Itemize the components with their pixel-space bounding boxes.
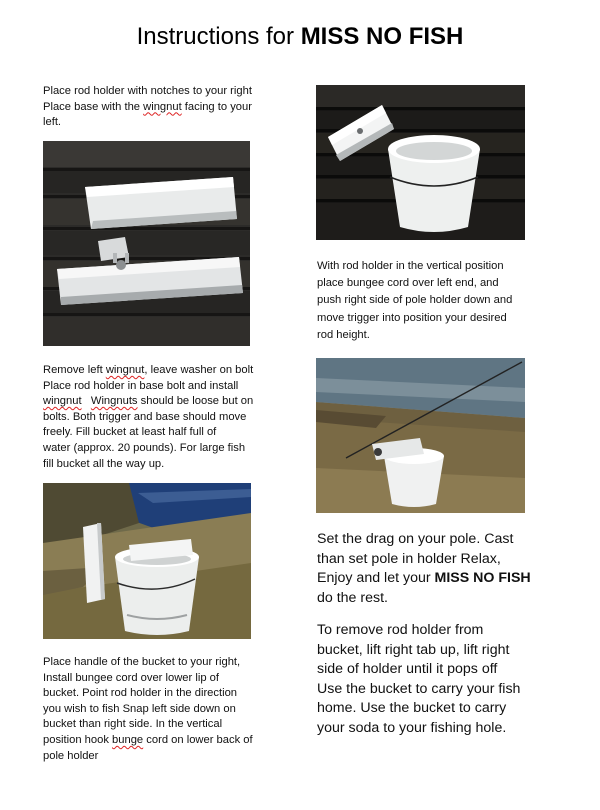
step5-brand: MISS NO FISH bbox=[434, 570, 531, 587]
step4-text bbox=[317, 258, 512, 344]
step1-text bbox=[43, 84, 252, 131]
step6-line3: side of holder until it pops off bbox=[317, 661, 498, 678]
title-prefix: Instructions for bbox=[136, 23, 295, 50]
step1-line2-end: facing to your bbox=[181, 100, 252, 113]
step1-line3: left. bbox=[43, 116, 62, 129]
step5-line1: Set the drag on your pole. Cast bbox=[317, 531, 514, 547]
step3-line6-start: position hook bbox=[43, 733, 113, 746]
photo-bucket-by-water bbox=[43, 483, 251, 639]
photo-parts-on-deck bbox=[43, 141, 250, 346]
step4-line1: With rod holder in the vertical position bbox=[317, 260, 504, 272]
step2-line1-start: Remove left bbox=[43, 364, 106, 376]
step2-line7: fill bucket all the way up. bbox=[43, 457, 165, 470]
step1-wingnut: wingnut bbox=[143, 100, 182, 113]
step6-line2: bucket, lift right tab up, lift right bbox=[317, 641, 510, 658]
step1-line1: Place rod holder with notches to your right bbox=[43, 85, 252, 97]
step6-line6: your soda to your fishing hole. bbox=[317, 719, 507, 736]
step3-line6 bbox=[43, 733, 253, 749]
step2-wingnuts: Wingnuts bbox=[90, 395, 138, 408]
step5-text bbox=[317, 530, 531, 608]
step4-line2: place bungee cord over left end, and bbox=[317, 277, 499, 290]
step2-text bbox=[43, 363, 253, 472]
step5-line2: than set pole in holder Relax, bbox=[317, 550, 501, 567]
step4-line5: rod height. bbox=[317, 328, 370, 341]
step3-line6-end: cord on lower back of bbox=[143, 733, 253, 746]
step2-line1 bbox=[43, 363, 253, 379]
photo-bucket-on-deck bbox=[316, 85, 525, 240]
step2-wingnut-2: wingnut bbox=[43, 395, 82, 408]
step3-line7: pole holder bbox=[43, 749, 99, 762]
step3-line5: bucket than right side. In the vertical bbox=[43, 718, 223, 731]
step3-line4: you wish to fish Snap left side down on bbox=[43, 702, 236, 715]
step2-line3 bbox=[43, 394, 253, 410]
step6-line1: To remove rod holder from bbox=[317, 622, 484, 638]
step3-text bbox=[43, 655, 253, 764]
step6-line5: home. Use the bucket to carry bbox=[317, 700, 507, 717]
step6-text bbox=[317, 621, 520, 739]
step2-line3-gap bbox=[82, 395, 91, 407]
step4-line3: push right side of pole holder down and bbox=[317, 294, 513, 307]
step1-line2-start: Place base with the bbox=[43, 100, 144, 113]
step2-line4: bolts. Both trigger and base should move bbox=[43, 410, 247, 423]
step3-line3: bucket. Point rod holder in the direction bbox=[43, 687, 238, 700]
step2-line6: water (approx. 20 pounds). For large fish bbox=[43, 441, 246, 454]
step4-line4: move trigger into position your desired bbox=[317, 311, 507, 324]
title-brand: MISS NO FISH bbox=[300, 23, 464, 50]
step3-line1: Place handle of the bucket to your right, bbox=[43, 656, 241, 668]
step2-line1-end: , leave washer on bolt bbox=[144, 364, 254, 376]
step5-line4: do the rest. bbox=[317, 589, 388, 606]
step2-line3-end: should be loose but on bbox=[137, 395, 254, 408]
step5-line3-start: Enjoy and let your bbox=[317, 570, 435, 587]
step6-line4: Use the bucket to carry your fish bbox=[317, 680, 521, 697]
step3-line2: Install bungee cord over lower lip of bbox=[43, 671, 219, 684]
step2-wingnut: wingnut bbox=[105, 364, 145, 376]
photo-rod-set-on-shore bbox=[316, 358, 525, 513]
step3-bunge: bunge bbox=[112, 733, 144, 746]
page-title bbox=[0, 22, 600, 52]
step2-line5: freely. Fill bucket at least half full of bbox=[43, 426, 217, 439]
step1-line2 bbox=[43, 100, 252, 116]
step2-line2: Place rod holder in base bolt and install bbox=[43, 379, 239, 392]
step5-line3 bbox=[317, 569, 531, 589]
